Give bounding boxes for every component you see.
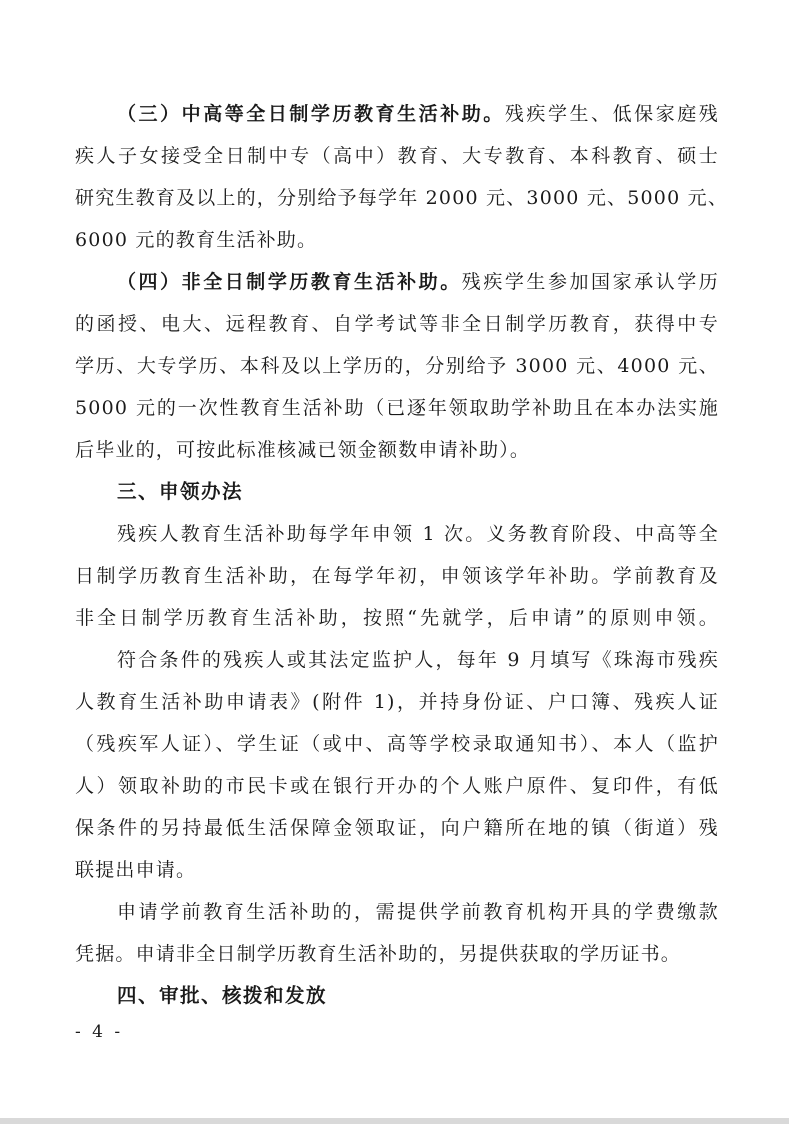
eligibility-para-line-6: 联提出申请。 xyxy=(75,859,197,881)
paragraph-4-line-5: 后毕业的，可按此标准核减已领金额数申请补助）。 xyxy=(75,439,531,461)
page-number: - 4 - xyxy=(75,1022,124,1042)
section-heading-4: 四、审批、核拨和发放 xyxy=(117,984,328,1007)
paragraph-4-lead: （四）非全日制学历教育生活补助。 xyxy=(117,271,462,293)
eligibility-para-line-5: 保条件的另持最低生活保障金领取证，向户籍所在地的镇（街道）残 xyxy=(75,817,719,839)
application-para-line-3: 非全日制学历教育生活补助，按照“先就学，后申请”的原则申领。 xyxy=(75,607,719,629)
page-bottom-edge xyxy=(0,1118,789,1124)
paragraph-3-line-1 xyxy=(117,101,719,127)
eligibility-para-line-2: 人教育生活补助申请表》(附件 1)，并持身份证、户口簿、残疾人证 xyxy=(75,691,719,713)
paragraph-4-line-3: 学历、大专学历、本科及以上学历的，分别给予 3000 元、4000 元、 xyxy=(75,355,719,377)
section-heading-3: 三、申领办法 xyxy=(117,480,244,503)
paragraph-4-line-4: 5000 元的一次性教育生活补助（已逐年领取助学补助且在本办法实施 xyxy=(75,397,719,419)
eligibility-para-line-4: 人）领取补助的市民卡或在银行开办的个人账户原件、复印件，有低 xyxy=(75,775,719,797)
preschool-para-line-2: 凭据。申请非全日制学历教育生活补助的，另提供获取的学历证书。 xyxy=(75,943,682,965)
paragraph-3-lead: （三）中高等全日制学历教育生活补助。 xyxy=(117,103,505,125)
paragraph-3-line-1-text: 残疾学生、低保家庭残 xyxy=(504,103,719,125)
paragraph-3-line-4: 6000 元的教育生活补助。 xyxy=(75,229,318,251)
paragraph-4-line-2: 的函授、电大、远程教育、自学考试等非全日制学历教育，获得中专 xyxy=(75,313,719,335)
application-para-line-1: 残疾人教育生活补助每学年申领 1 次。义务教育阶段、中高等全 xyxy=(117,523,719,545)
paragraph-3-line-3: 研究生教育及以上的，分别给予每学年 2000 元、3000 元、5000 元、 xyxy=(75,187,729,209)
eligibility-para-line-1: 符合条件的残疾人或其法定监护人，每年 9 月填写《珠海市残疾 xyxy=(117,649,719,671)
preschool-para-line-1: 申请学前教育生活补助的，需提供学前教育机构开具的学费缴款 xyxy=(117,901,719,923)
application-para-line-2: 日制学历教育生活补助，在每学年初，申领该学年补助。学前教育及 xyxy=(75,565,719,587)
eligibility-para-line-3: （残疾军人证）、学生证（或中、高等学校录取通知书）、本人（监护 xyxy=(75,733,719,755)
paragraph-4-line-1 xyxy=(117,269,719,295)
paragraph-3-line-2: 疾人子女接受全日制中专（高中）教育、大专教育、本科教育、硕士 xyxy=(75,145,719,167)
paragraph-4-line-1-text: 残疾学生参加国家承认学历 xyxy=(461,271,719,293)
